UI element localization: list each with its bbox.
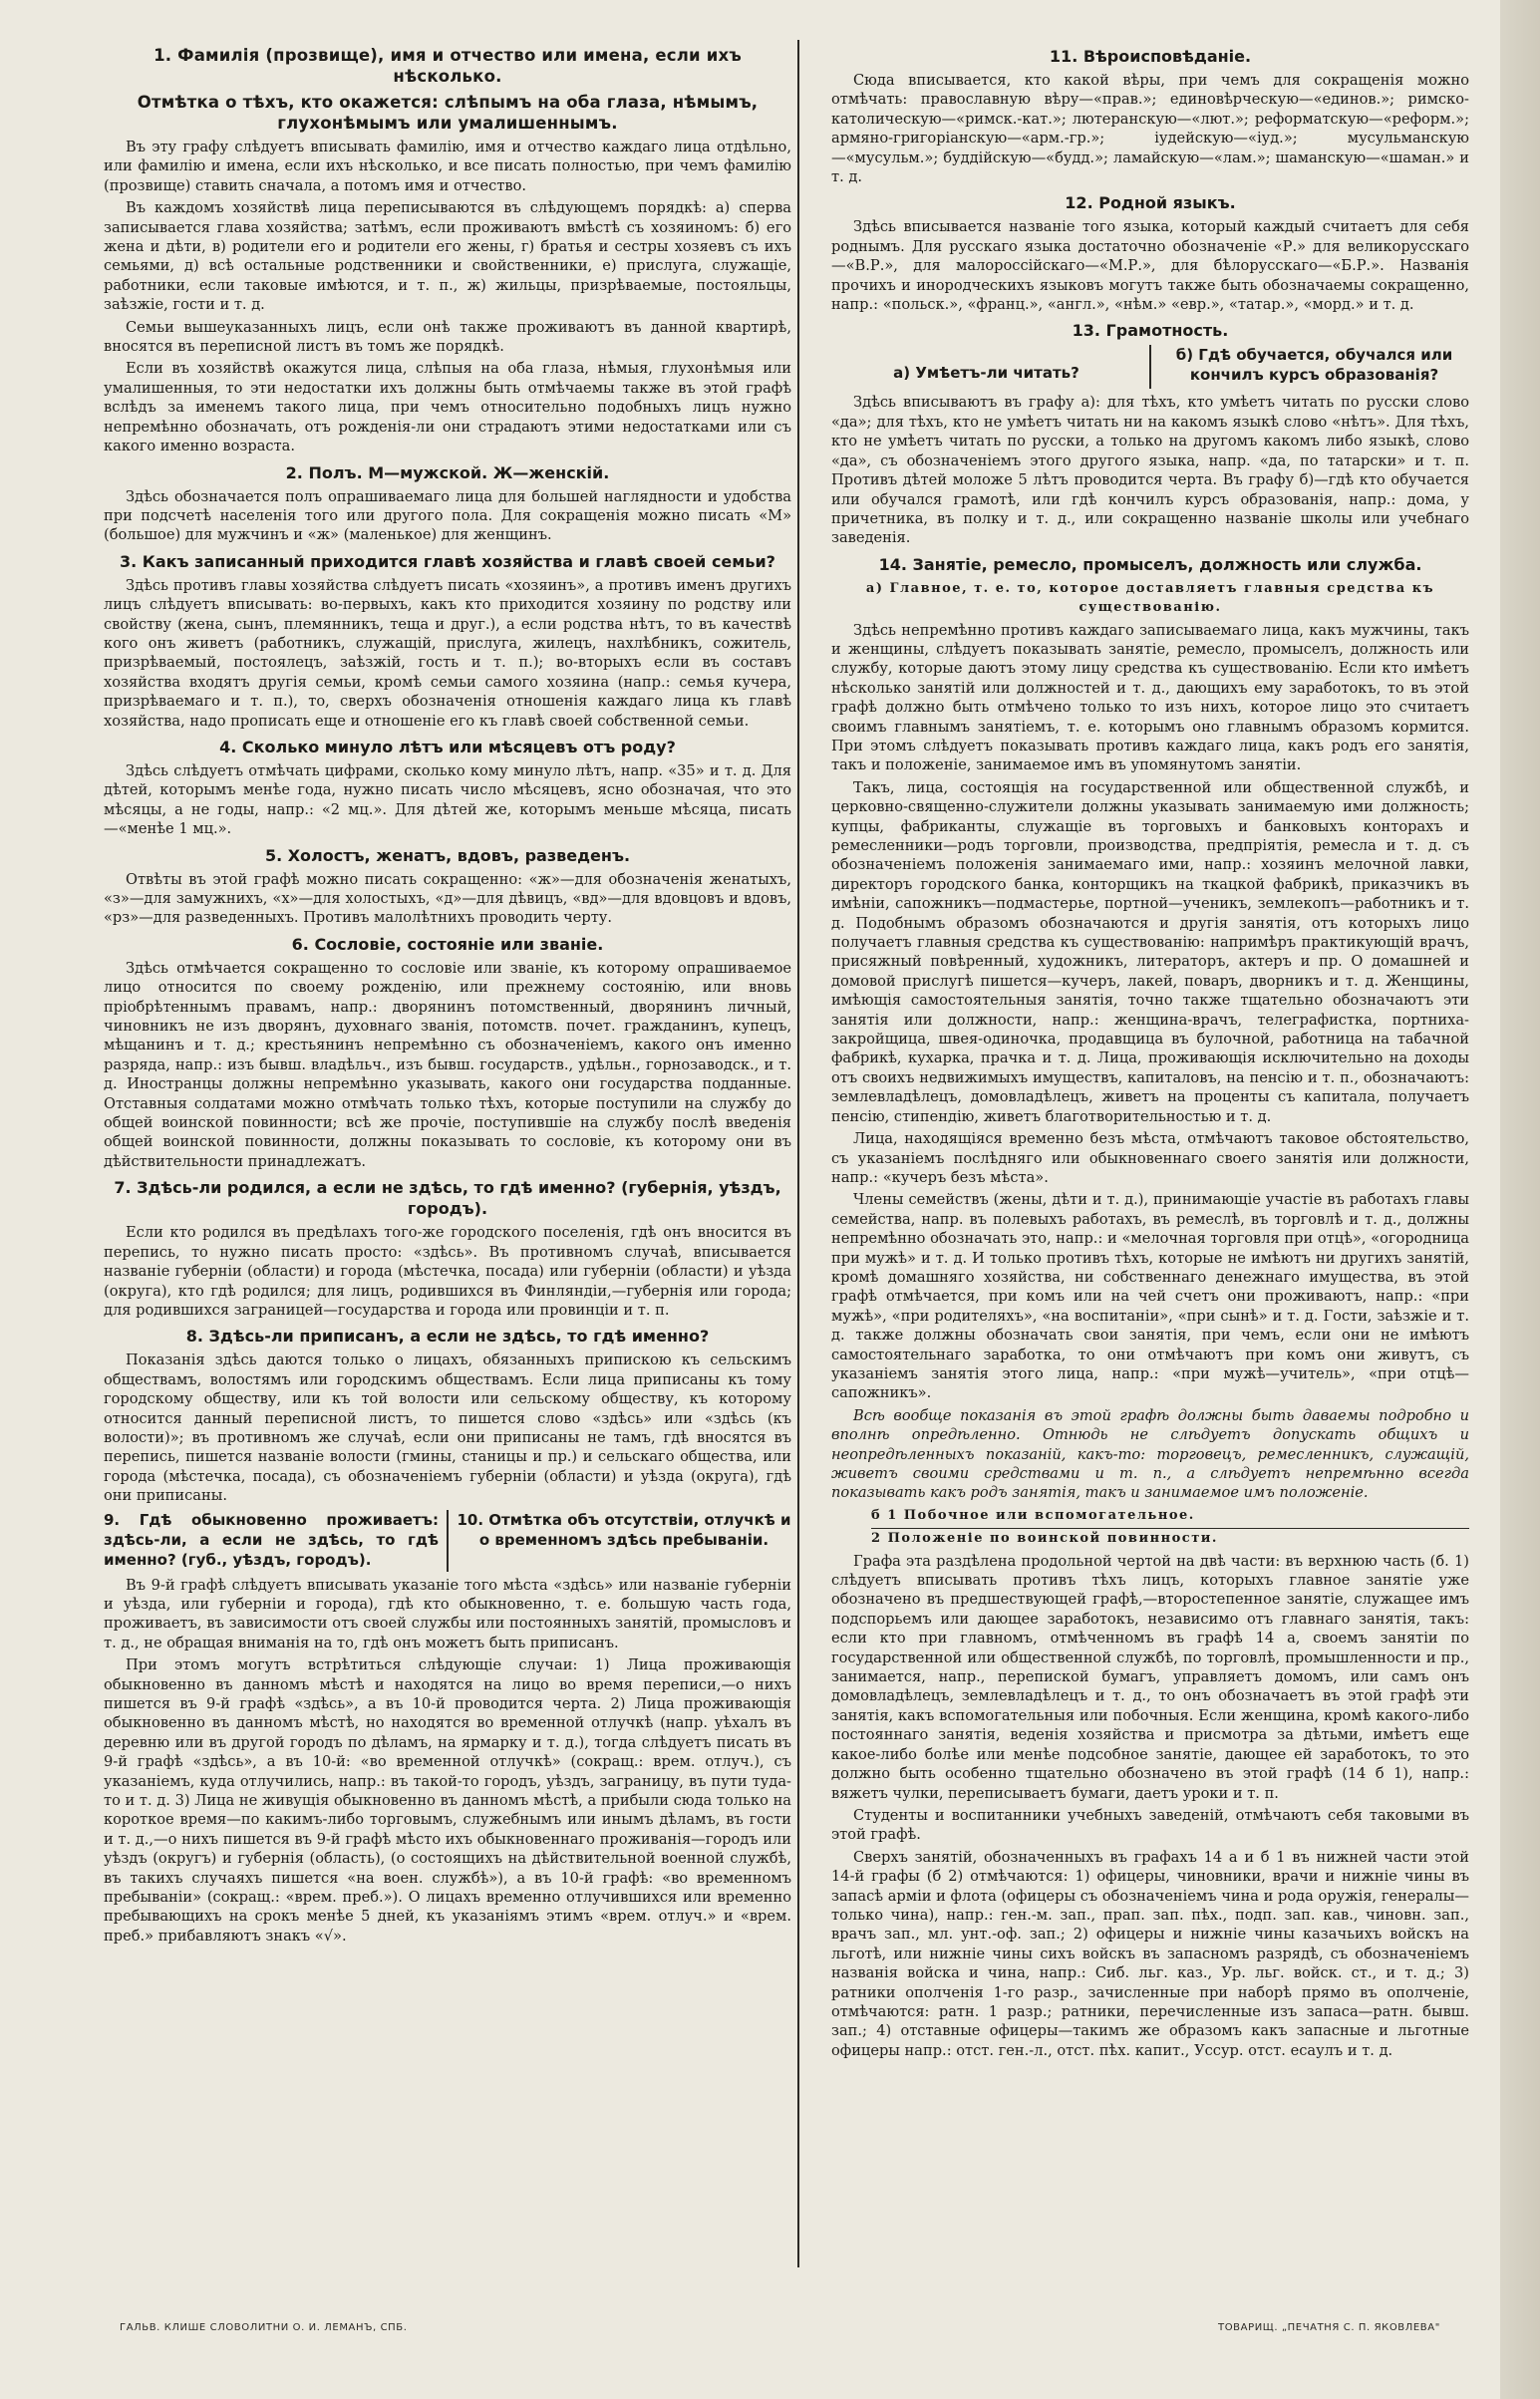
- section-heading-4: 4. Сколько минуло лѣтъ или мѣсяцевъ отъ роду?: [219, 737, 676, 756]
- section-heading-10: 10. Отмѣтка объ отсутствіи, отлучкѣ и о временномъ здѣсь пребываніи.: [457, 1510, 791, 1549]
- section-heading-3: 3. Какъ записанный приходится главѣ хозяйства и главѣ своей семьи?: [120, 551, 775, 571]
- paragraph: Студенты и воспитанники учебныхъ заведеній, отмѣчаютъ себя таковыми въ этой графѣ.: [831, 1806, 1469, 1844]
- vertical-rule: [447, 1510, 449, 1572]
- vertical-rule: [1149, 345, 1151, 389]
- column-divider: [797, 40, 799, 2267]
- section-heading-14b1: б 1 Побочное или вспомогательное.: [871, 1507, 1195, 1523]
- section-heading-13: 13. Грамотность.: [1072, 321, 1229, 341]
- paragraph: Въ эту графу слѣдуетъ вписывать фамилію, имя и отчество каждаго лица отдѣльно, или фамилію и имена, если ихъ нѣсколько, и все писать полностью, при чемъ фамилію (прозвище) ставить сначала, а потомъ имя и отчество.: [104, 139, 791, 194]
- section-heading-13b: б) Гдѣ обучается, обучался или кончилъ курсъ образованія?: [1175, 346, 1453, 385]
- page-edge: [1500, 0, 1540, 2399]
- section-heading-9: 9. Гдѣ обыкновенно проживаетъ: здѣсь-ли, а если не здѣсь, то гдѣ именно? (губ., уѣздъ, городъ).: [104, 1510, 439, 1569]
- section-heading-5: 5. Холостъ, женатъ, вдовъ, разведенъ.: [264, 845, 631, 865]
- section-heading-14: 14. Занятіе, ремесло, промыселъ, должность или служба.: [878, 554, 1422, 574]
- paragraph: Такъ, лица, состоящія на государственной или общественной службѣ, и церковно-священно-служители должны указывать занимаемую ими должность; купцы, фабриканты, служащіе въ торговыхъ и банковыхъ конторахъ и ремесленники—родъ торговли, производства, предпріятія, ремесла и т. д. съ обозначеніемъ положенія занимаемаго ими, напр.: хозяинъ мелочной лавки, директоръ городского банка, конторщикъ на ткацкой фабрикѣ, приказчикъ въ имѣніи, сапожникъ—подмастерье, портной—ученикъ, землекопъ—работникъ и т. д. Подобнымъ образомъ обозначаются и другія занятія, отъ которыхъ лицо получаетъ главныя средства къ существованію: напримѣръ практикующій врачъ, присяжный повѣренный, художникъ, литераторъ, актеръ и пр. О домашней и домовой прислугѣ пишется—кучеръ, лакей, поваръ, дворникъ и т. д. Женщины, имѣющія самостоятельныя занятія, точно также тщательно обозначаютъ эти занятія или должности, напр.: женщина-врачъ, телеграфистка, портниха-закройщица, швея-одиночка, продавщица въ булочной, работница на табачной фабрикѣ, кухарка, прачка и т. д. Лица, проживающія исключительно на доходы отъ своихъ недвижимыхъ имуществъ, капиталовъ, на пенсію и т. п., обозначаютъ: землевладѣлецъ, домовладѣлецъ, живетъ на проценты съ капитала, получаетъ пенсію, стипендію, живетъ благотворительностью и т. д.: [831, 778, 1469, 1125]
- printer-credit-left: ГАЛЬВ. КЛИШЕ СЛОВОЛИТНИ О. И. ЛЕМАНЪ, СПБ.: [120, 2322, 408, 2333]
- right-column: [831, 40, 1469, 2262]
- section-heading-7: 7. Здѣсь-ли родился, а если не здѣсь, то гдѣ именно? (губернія, уѣздъ, городъ).: [114, 1178, 781, 1219]
- section-heading-8: 8. Здѣсь-ли приписанъ, а если не здѣсь, то гдѣ именно?: [185, 1327, 710, 1347]
- paragraph: Отвѣты въ этой графѣ можно писать сокращенно: «ж»—для обозначенія женатыхъ, «з»—для замужнихъ, «х»—для холостыхъ, «д»—для дѣвицъ, «вд»—для вдовцовъ и вдовъ, «рз»—для разведенныхъ. Противъ малолѣтнихъ проводить черту.: [104, 870, 791, 927]
- section-heading-1b: Отмѣтка о тѣхъ, кто окажется: слѣпымъ на оба глаза, нѣмымъ, глухонѣмымъ или умалишеннымъ.: [137, 93, 759, 133]
- paragraph: Сверхъ занятій, обозначенныхъ въ графахъ 14 а и б 1 въ нижней части этой 14-й графы (б 2) отмѣчаются: 1) офицеры, чиновники, врачи и нижніе чины въ запасѣ арміи и флота (офицеры съ обозначеніемъ чина и рода оружія, генералы—только чина), напр.: ген.-м. зап., прап. зап. пѣх., подп. зап. кав., чиновн. зап., врачъ зап., мл. унт.-оф. зап.; 2) офицеры и нижніе чины казачьихъ войскъ на льготѣ, или нижніе чины сихъ войскъ въ запасномъ разрядѣ, съ обозначеніемъ названія войска и чина, напр.: Сиб. льг. каз., Ур. льг. войск. ст., и т. д.; 3) ратники ополченія 1-го разр., зачисленные при наборѣ прямо въ ополченіе, отмѣчаются: ратн. 1 разр.; ратники, перечисленные изъ запаса—ратн. бывш. зап.; 4) отставные офицеры—такимъ же образомъ какъ запасные и льготные офицеры напр.: отст. ген.-л., отст. пѣх. капит., Уссур. отст. есаулъ и т. д.: [831, 1848, 1469, 2059]
- paragraph: Здѣсь обозначается полъ опрашиваемаго лица для большей наглядности и удобства при подсчетѣ населенія того или другого пола. Для сокращенія можно писать «М» (большое) для мужчинъ и «ж» (маленькое) для женщинъ.: [104, 487, 791, 544]
- section-heading-1: 1. Фамилія (прозвище), имя и отчество или имена, если ихъ нѣсколько.: [154, 46, 742, 86]
- paragraph: Здѣсь вписываютъ въ графу а): для тѣхъ, кто умѣетъ читать по русски слово «да»; для тѣхъ, кто не умѣетъ читать ни на какомъ языкѣ слово «нѣтъ». Для тѣхъ, кто не умѣетъ читать по русски, а только на другомъ какомъ либо языкѣ, слово «да», съ обозначеніемъ этого другого языка, напр. «да, по татарски» и т. п. Противъ дѣтей моложе 5 лѣтъ проводится черта. Въ графу б)—гдѣ кто обучается или обучался грамотѣ, или гдѣ кончилъ курсъ образованія, напр.: дома, у причетника, въ полку и т. д., или сокращенно названіе школы или учебнаго заведенія.: [831, 394, 1469, 547]
- paragraph: Сюда вписывается, кто какой вѣры, при чемъ для сокращенія можно отмѣчать: православную вѣру—«прав.»; единовѣрческую—«единов.»; римско-католическую—«римск.-кат.»; лютеранскую—«лют.»; реформатскую—«реформ.»; армяно-григоріанскую—«арм.-гр.»; іудейскую—«іуд.»; мусульманскую—«мусульм.»; буддійскую—«будд.»; ламайскую—«лам.»; шаманскую—«шаман.» и т. д.: [831, 72, 1469, 186]
- paragraph: Если кто родился въ предѣлахъ того-же городского поселенія, гдѣ онъ вносится въ перепись, то нужно писать просто: «здѣсь». Въ противномъ случаѣ, вписывается названіе губерніи (области) и города (мѣстечка, посада) или губерніи (области) и уѣзда (округа), кто гдѣ родился; для лицъ, родившихся въ Финляндіи,—губернія или города; для родившихся заграницей—государства и города или провинціи и т. п.: [104, 1224, 791, 1319]
- section-heading-14b2: 2 Положеніе по воинской повинности.: [871, 1528, 1469, 1548]
- paragraph: Здѣсь противъ главы хозяйства слѣдуетъ писать «хозяинъ», а противъ именъ другихъ лицъ слѣдуетъ вписывать: во-первыхъ, какъ кто приходится хозяину по родству или свойству (жена, сынъ, племянникъ, теща и друг.), а если родства нѣтъ, то въ качествѣ кого онъ живетъ (работникъ, служащій, прислуга, жилецъ, нахлѣбникъ, сожитель, призрѣваемый, постоялецъ, заѣзжій, гость и т. п.); во-вторыхъ если въ составъ хозяйства входятъ другія семьи, кромѣ семьи самого хозяина (напр.: семья кучера, призрѣваемаго и т. п.), то, сверхъ обозначенія отношенія каждаго лица къ главѣ хозяйства, надо прописать еще и отношеніе его къ главѣ своей собственной семьи.: [104, 576, 791, 730]
- paragraph: Въ 9-й графѣ слѣдуетъ вписывать указаніе того мѣста «здѣсь» или названіе губерніи и уѣзда, или губерніи и города), гдѣ кто обыкновенно, т. е. большую часть года, проживаетъ, въ зависимости отъ своей службы или постоянныхъ занятій, промысловъ и т. д., не обращая вниманія на то, гдѣ онъ можетъ быть приписанъ.: [104, 1576, 791, 1651]
- paragraph: Здѣсь отмѣчается сокращенно то сословіе или званіе, къ которому опрашиваемое лицо относится по своему рожденію, или прежнему состоянію, или вновь пріобрѣтеннымъ правамъ, напр.: дворянинъ потомственный, дворянинъ личный, чиновникъ не изъ дворянъ, духовнаго званія, потомств. почет. гражданинъ, купецъ, мѣщанинъ и т. д.; крестьянинъ непремѣнно съ обозначеніемъ, какого онъ именно разряда, напр.: изъ бывш. владѣльч., изъ бывш. государств., удѣльн., горнозаводск., и т. д. Иностранцы должны непремѣнно указывать, какого они государства подданные. Отставныя солдатами можно отмѣчать только тѣхъ, которые поступили на службу до общей воинской повинности; всѣ же прочіе, поступившіе на службу послѣ введенія общей воинской повинности, должны показывать то сословіе, къ которому они въ дѣйствительности принадлежатъ.: [104, 959, 791, 1170]
- paragraph: Члены семействъ (жены, дѣти и т. д.), принимающіе участіе въ работахъ главы семейства, напр. въ полевыхъ работахъ, въ ремеслѣ, въ торговлѣ и т. д., должны непремѣнно обозначать это, напр.: и «мелочная торговля при отцѣ», «огородница при мужѣ» и т. д. И только противъ тѣхъ, которые не имѣютъ ни другихъ занятій, кромѣ домашняго хозяйства, ни собственнаго денежнаго имущества, въ этой графѣ отмѣчается, при комъ или на чей счетъ они проживаютъ, напр.: «при мужѣ», «при родителяхъ», «на воспитаніи», «при сынѣ» и т. д. Гости, заѣзжіе и т. д. также должны обозначать свои занятія, при чемъ, если они не имѣютъ самостоятельнаго заработка, то они отмѣчаютъ при комъ они живутъ, съ указаніемъ занятія этого лица, напр.: «при мужѣ—учитель», «при отцѣ—сапожникъ».: [831, 1191, 1469, 1402]
- paragraph: При этомъ могутъ встрѣтиться слѣдующіе случаи: 1) Лица проживающія обыкновенно въ данномъ мѣстѣ и находятся на лицо во время переписи,—о нихъ пишется въ 9-й графѣ «здѣсь», а въ 10-й проводится черта. 2) Лица проживающія обыкновенно въ данномъ мѣстѣ, но находятся во временной отлучкѣ (напр. уѣхалъ въ деревню или въ другой городъ по дѣламъ, на ярмарку и т. д.), тогда слѣдуетъ писать въ 9-й графѣ «здѣсь», а въ 10-й: «во временной отлучкѣ» (сокращ.: врем. отлуч.), съ указаніемъ, куда отлучились, напр.: въ такой-то городъ, уѣздъ, заграницу, въ пути туда-то и т. д. 3) Лица не живущія обыкновенно въ данномъ мѣстѣ, а прибыли сюда только на короткое время—по какимъ-либо торговымъ, служебнымъ или инымъ дѣламъ, въ гости и т. д.,—о нихъ пишется въ 9-й графѣ мѣсто ихъ обыкновеннаго проживанія—городъ или уѣздъ (округъ) и губернія (область), (о состоящихъ на дѣйствительной военной службѣ, въ такихъ случаяхъ пишется «на воен. службѣ»), а въ 10-й графѣ: «во временномъ пребываніи» (сокращ.: «врем. преб.»). О лицахъ временно отлучившихся или временно пребывающихъ на срокъ менѣе 5 дней, къ указаніямъ этимъ «врем. отлуч.» и «врем. преб.» прибавляютъ знакъ «√».: [104, 1656, 791, 1945]
- paragraph: Если въ хозяйствѣ окажутся лица, слѣпыя на оба глаза, нѣмыя, глухонѣмыя или умалишенныя, то эти недостатки ихъ должны быть отмѣчаемы также въ этой графѣ вслѣдъ за именемъ такого лица, при чемъ относительно подобныхъ лицъ нужно непремѣнно обозначать, отъ рожденія-ли они страдаютъ этими недостатками или съ какого именно возраста.: [104, 360, 791, 455]
- section-heading-2: 2. Полъ. М—мужской. Ж—женскій.: [285, 462, 610, 482]
- paragraph: Графа эта раздѣлена продольной чертой на двѣ части: въ верхнюю часть (б. 1) слѣдуетъ вписывать противъ тѣхъ лицъ, которыхъ главное занятіе уже обозначено въ предшествующей графѣ,—второстепенное занятіе, служащее имъ подспорьемъ или дающее заработокъ, независимо отъ главнаго занятія, такъ: если кто при главномъ, отмѣченномъ въ графѣ 14 а, своемъ занятіи по государственной или общественной службѣ, по торговлѣ, промышленности и пр., занимается, напр., перепиской бумагъ, управляетъ домомъ, или самъ онъ домовладѣлецъ, землевладѣлецъ и т. д., то онъ обозначаетъ въ этой графѣ эти занятія, какъ вспомогательныя или побочныя. Если женщина, кромѣ какого-либо постояннаго занятія, веденія хозяйства и присмотра за дѣтьми, имѣетъ еще какое-либо болѣе или менѣе подсобное занятіе, дающее ей заработокъ, то это должно быть особенно тщательно обозначено въ этой графѣ (14 б 1), напр.: вяжетъ чулки, переписываетъ бумаги, даетъ уроки и т. п.: [831, 1552, 1469, 1802]
- section-heading-6: 6. Сословіе, состояніе или званіе.: [291, 934, 604, 954]
- paragraph: Показанія здѣсь даются только о лицахъ, обязанныхъ припискою къ сельскимъ обществамъ, волостямъ или городскимъ обществамъ. Если лица приписаны къ тому городскому обществу, или къ той волости или сельскому обществу, къ которому относится данный переписной листъ, то пишется слово «здѣсь» или «здѣсь (къ волости)»; въ противномъ же случаѣ, если они приписаны не тамъ, гдѣ вносятся въ перепись, пишется названіе волости (гмины, станицы и пр.) и сельскаго общества, или города (мѣстечка, посада), съ обозначеніемъ губерніи (области) и уѣзда (округа), гдѣ они приписаны.: [104, 1351, 791, 1505]
- paragraph: Семьи вышеуказанныхъ лицъ, если онѣ также проживаютъ въ данной квартирѣ, вносятся въ переписной листъ въ томъ же порядкѣ.: [104, 318, 791, 356]
- left-column: [104, 40, 791, 2262]
- paragraph: Здѣсь непремѣнно противъ каждаго записываемаго лица, какъ мужчины, такъ и женщины, слѣдуетъ показывать занятіе, ремесло, промыселъ, должность или службу, которые даютъ этому лицу средства къ существованію. Если кто имѣетъ нѣсколько занятій или должностей и т. д., дающихъ ему заработокъ, то въ этой графѣ должно быть отмѣчено только то изъ нихъ, которое лицо это считаетъ своимъ главнымъ занятіемъ, т. е. которымъ оно главнымъ образомъ кормится. При этомъ слѣдуетъ показывать противъ каждаго лица, какъ родъ его занятія, такъ и положеніе, занимаемое имъ въ упомянутомъ занятіи.: [831, 621, 1469, 774]
- paragraph: Здѣсь слѣдуетъ отмѣчать цифрами, сколько кому минуло лѣтъ, напр. «35» и т. д. Для дѣтей, которымъ менѣе года, нужно писать число мѣсяцевъ, ясно обозначая, что это мѣсяцы, а не годы, напр.: «2 мц.». Для дѣтей же, которымъ меньше мѣсяца, писать—«менѣе 1 мц.».: [104, 761, 791, 838]
- split-heading-13: [831, 345, 1469, 389]
- section-heading-13a: а) Умѣетъ-ли читать?: [893, 364, 1079, 383]
- paragraph: Всѣ вообще показанія въ этой графѣ должны быть даваемы подробно и вполнѣ опредѣленно. Отнюдь не слѣдуетъ допускать общихъ и неопредѣленныхъ показаній, какъ-то: торговецъ, ремесленникъ, служащій, живетъ своими средствами и т. п., а слѣдуетъ непремѣнно всегда показывать какъ родъ занятія, такъ и занимаемое имъ положеніе.: [831, 1406, 1469, 1502]
- section-heading-14a: а) Главное, т. е. то, которое доставляетъ главныя средства къ существованію.: [865, 580, 1435, 616]
- section-heading-11: 11. Вѣроисповѣданіе.: [1049, 47, 1252, 66]
- split-heading-9-10: [104, 1510, 791, 1572]
- section-heading-12: 12. Родной языкъ.: [1065, 193, 1236, 213]
- printer-credit-right: ТОВАРИЩ. „ПЕЧАТНЯ С. П. ЯКОВЛЕВА": [1218, 2322, 1440, 2333]
- paragraph: Лица, находящіяся временно безъ мѣста, отмѣчаютъ таковое обстоятельство, съ указаніемъ послѣдняго или обыкновеннаго своего занятія или должности, напр.: «кучеръ безъ мѣста».: [831, 1130, 1469, 1186]
- paragraph: Здѣсь вписывается названіе того языка, который каждый считаетъ для себя роднымъ. Для русскаго языка достаточно обозначеніе «Р.» для великорусскаго—«В.Р.», для малороссійскаго—«М.Р.», для бѣлорусскаго—«Б.Р.». Названія прочихъ и инородческихъ языковъ могутъ также быть обозначаемы сокращенно, напр.: «польск.», «франц.», «англ.», «нѣм.» «евр.», «татар.», «морд.» и т. д.: [831, 218, 1469, 314]
- paragraph: Въ каждомъ хозяйствѣ лица переписываются въ слѣдующемъ порядкѣ: а) сперва записывается глава хозяйства; затѣмъ, если проживаютъ вмѣстѣ съ хозяиномъ: б) его жена и дѣти, в) родители его и родители его жены, г) братья и сестры хозяевъ съ ихъ семьями, д) всѣ остальные родственники и свойственники, е) прислуга, служащіе, работники, если таковые имѣются, и т. п., ж) жильцы, призрѣваемые, постояльцы, заѣзжіе, гости и т. д.: [104, 199, 791, 314]
